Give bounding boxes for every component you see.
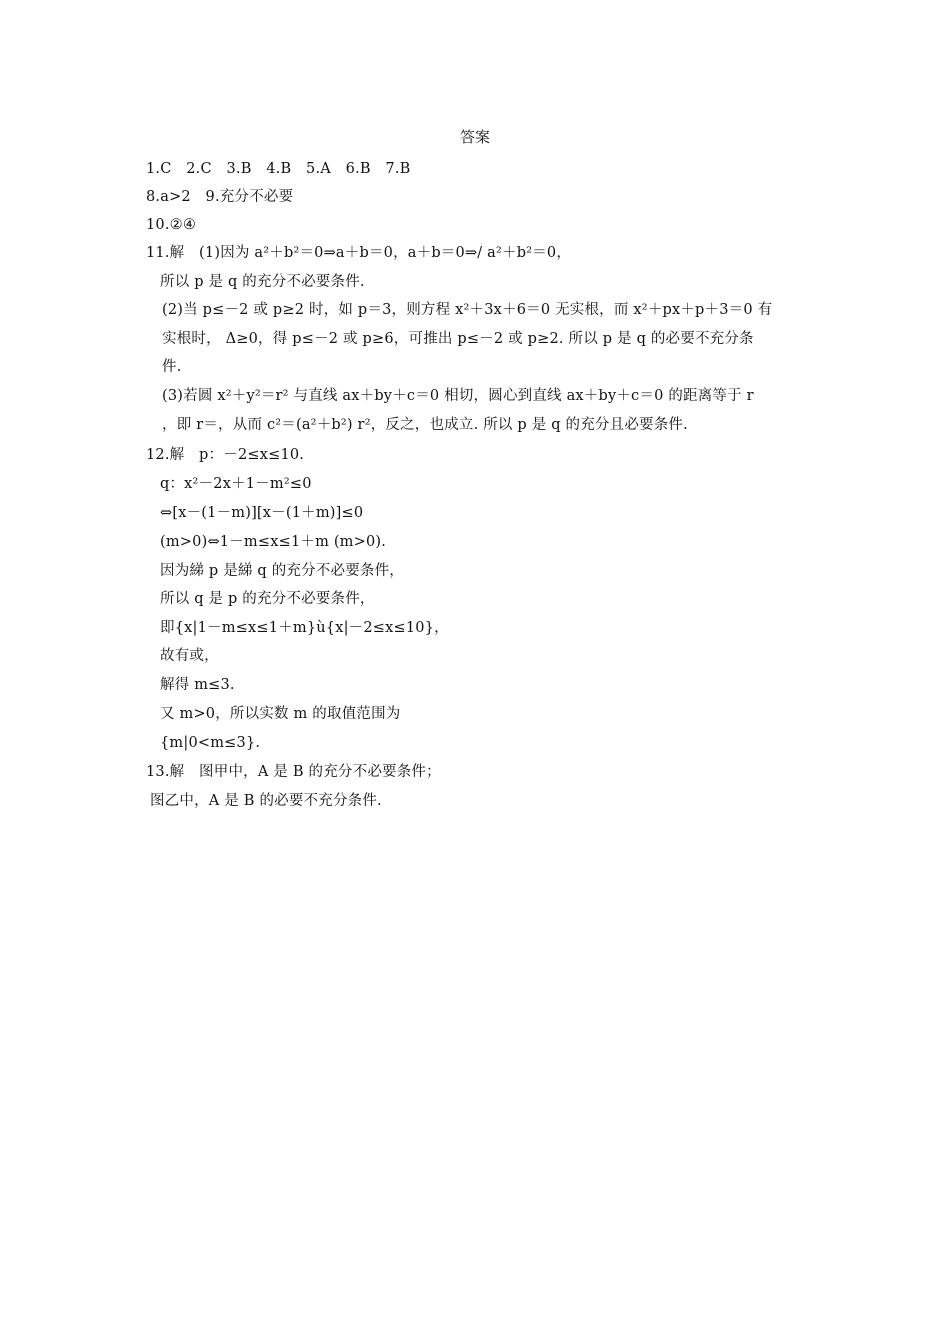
answer-line-5: 所以 p 是 q 的充分不必要条件. xyxy=(160,274,365,290)
answer-line-23: 图乙中，A 是 B 的必要不充分条件. xyxy=(150,793,382,809)
answer-line-13: ⇔[x－(1－m)][x－(1＋m)]≤0 xyxy=(160,505,364,521)
answer-line-15: 因为綈 p 是綈 q 的充分不必要条件， xyxy=(160,563,404,579)
answer-line-20: 又 m>0，所以实数 m 的取值范围为 xyxy=(160,706,401,722)
answer-line-19: 解得 m≤3. xyxy=(160,677,235,693)
answer-line-9: (3)若圆 x²＋y²＝r² 与直线 ax＋by＋c＝0 相切，圆心到直线 ax＋by＋c＝0 的距离等于 r xyxy=(162,388,754,404)
answer-line-18: 故有或， xyxy=(160,648,219,664)
answer-line-7: 实根时， Δ≥0，得 p≤－2 或 p≥6，可推出 p≤－2 或 p≥2. 所以 p 是 q 的必要不充分条 xyxy=(162,331,754,347)
answer-line-3: 10.②④ xyxy=(146,217,197,233)
answer-line-6: (2)当 p≤－2 或 p≥2 时，如 p＝3，则方程 x²＋3x＋6＝0 无实根，而 x²＋px＋p＋3＝0 有 xyxy=(162,302,773,318)
answer-line-2: 8.a>2 9.充分不必要 xyxy=(146,189,294,205)
page-title: 答案 xyxy=(459,128,490,146)
answer-line-10: ，即 r＝，从而 c²＝(a²＋b²) r²，反之，也成立. 所以 p 是 q 的充分且必要条件. xyxy=(162,417,688,433)
answer-line-8: 件. xyxy=(162,359,182,375)
answer-line-22: 13.解 图甲中，A 是 B 的充分不必要条件； xyxy=(146,764,441,780)
answer-line-14: (m>0)⇔1－m≤x≤1＋m (m>0). xyxy=(160,534,387,550)
answer-line-11: 12.解 p：－2≤x≤10. xyxy=(146,447,305,463)
answer-line-12: q：x²－2x＋1－m²≤0 xyxy=(160,476,312,492)
answer-line-4: 11.解 (1)因为 a²＋b²＝0⇒a＋b＝0，a＋b＝0⇒/ a²＋b²＝0， xyxy=(146,245,572,261)
answer-line-17: 即{x|1－m≤x≤1＋m}ù{x|－2≤x≤10}， xyxy=(160,620,449,636)
answer-line-21: {m|0<m≤3}. xyxy=(160,735,261,751)
answer-line-16: 所以 q 是 p 的充分不必要条件， xyxy=(160,591,375,607)
answer-line-1: 1.C 2.C 3.B 4.B 5.A 6.B 7.B xyxy=(146,161,411,177)
